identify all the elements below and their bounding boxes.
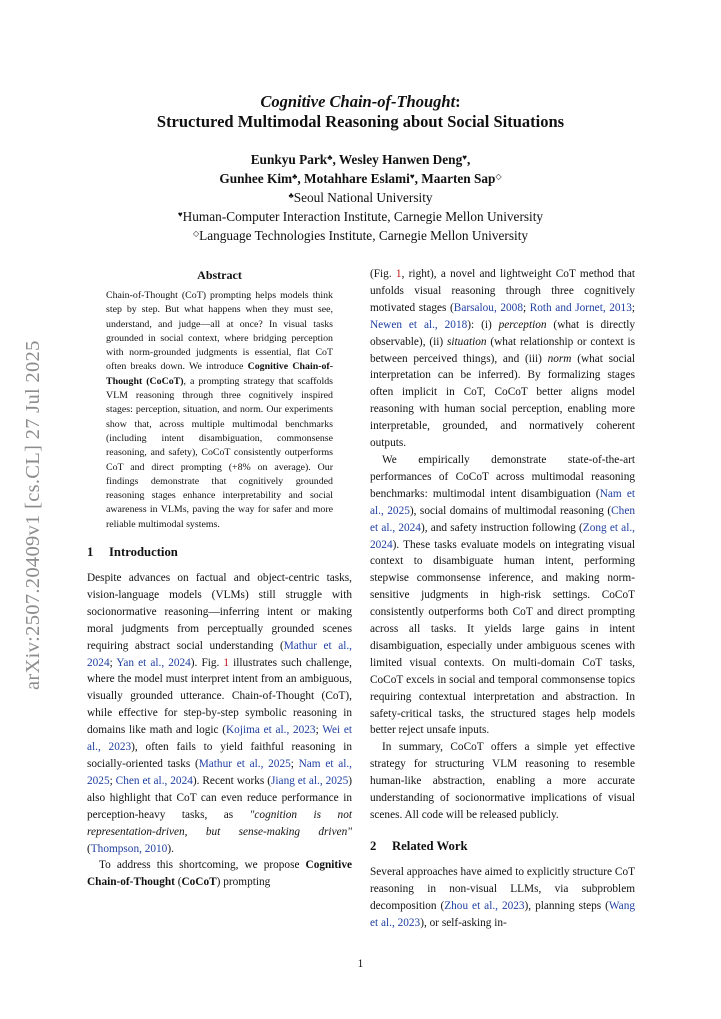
affiliation-mark: ◇ [495,172,502,181]
paper-title-line2: Structured Multimodal Reasoning about Social Situations [156,112,565,131]
section-title: Introduction [109,545,178,560]
right-paragraph-1 [370,266,635,452]
citation-link[interactable]: Thompson, 2010 [90,842,168,855]
author-line-1 [0,149,721,168]
body-text: ), social domains of multimodal reasoning ( [409,504,612,517]
affiliation-mark: ♣ [292,172,298,181]
abstract-body [106,289,333,532]
method-abbrev: CoCoT [181,876,217,889]
section-heading-introduction [87,544,352,560]
intro-paragraph-1 [87,570,352,857]
citation-link[interactable]: Chen et al., 2024 [370,504,635,534]
body-text: illustrates such challenge, where the model must interpret intent from an ambiguous, visually grounded utterance. Chain-of-Thought (CoT), while effective for step-by-step symbolic reasoning in domains like math and logic ( [87,656,352,737]
affiliation-mark: ♣ [327,153,333,162]
intro-paragraph-2 [87,857,352,891]
citation-link[interactable]: Barsalou, 2008 [453,301,523,314]
body-text: ), planning steps ( [524,899,609,912]
citation-link[interactable]: Zong et al., 2024 [370,521,635,551]
abstract-text: , a prompting strategy that scaffolds VLM reasoning through three cognitively inspired stages: perception, situation, and norm. Our experiments show that, across multiple multimodal benchmarks (including intent disambiguation, commonsense reasoning, and safety), CoCoT consistently outperforms CoT and direct prompting (+8% on average). Our findings demonstrate that cognitively grounded reasoning stages enhance interpretability and social awareness in VLMs, paving the way for safer and more reliable multimodal systems. [106,375,333,530]
citation-link[interactable]: Newen et al., 2018 [370,318,468,331]
quotation: "cognition is not representation-driven, but sense-making driven" [87,808,352,838]
body-text: Several approaches have aimed to explicitly structure CoT reasoning in non-visual LLMs, via subproblem decomposition ( [370,865,635,912]
body-text: ): (i) [467,318,499,331]
affiliation-name: Seoul National University [293,190,433,205]
section-number: 2 [370,838,377,853]
left-column [87,266,352,891]
affiliation-mark: ♥ [409,172,415,181]
affiliation-mark: ◇ [192,229,200,238]
body-text: , right), a novel and lightweight CoT method that unfolds visual reasoning through three cognitively motivated stages ( [370,268,635,314]
citation-link[interactable]: Chen et al., 2024 [115,774,193,787]
stage-term: perception [498,318,547,331]
author-name: Wesley Hanwen Deng [338,152,463,167]
affiliation-mark: ♥ [462,153,467,162]
citation-link[interactable]: Kojima et al., 2023 [226,724,316,737]
author-list [0,149,721,244]
author-name: Maarten Sap [421,171,496,186]
citation-link[interactable]: Zhou et al., 2023 [444,899,525,912]
body-text: ). Recent works ( [192,774,272,787]
body-text: ; [109,656,117,669]
abstract-method-name: Cognitive Chain-of-Thought (CoCoT) [106,361,334,387]
body-text: ). These tasks evaluate models on integrating visual context to disambiguate human intent, performing stepwise commonsense inference, and making norm-sensitive judgments in high-risk settings. CoCoT consistently outperforms both CoT and direct prompting across all tasks. It yields large gains in intent disambiguation, especially under ambiguous scenes with limited visual contexts. On multi-domain CoT tasks, CoCoT excels in social and temporal commonsense topics requiring contextual interpretation and abstraction. In safety-critical tasks, the structured stages help models better reject unsafe inputs. [370,538,635,737]
related-work-paragraph-1 [370,864,635,932]
stage-term: norm [547,352,572,365]
method-name: Cognitive Chain-of-Thought [87,859,352,889]
body-text: ; [290,758,299,771]
body-text: ), and safety instruction following ( [420,521,583,534]
section-heading-related-work [370,838,635,854]
title-block [0,92,721,244]
affiliation-name: Language Technologies Institute, Carnegie Mellon University [199,228,529,243]
citation-link[interactable]: Mathur et al., 2025 [198,758,291,771]
body-text: ) also highlight that CoT can even reduce performance in perception-heavy tasks, as [87,774,352,821]
right-paragraph-2 [370,452,635,739]
page-number: 1 [357,958,364,970]
figure-ref-link[interactable]: 1 [223,656,230,669]
body-text: (what social interpretation can be inferred). By formalizing stages often implicit in CoT, CoCoT better aligns model reasoning with human social perception, enabling more interpretable, grounded, and normatively coherent outputs. [370,352,635,450]
affiliation-line [0,225,721,244]
citation-link[interactable]: Roth and Jornet, 2013 [529,301,632,314]
citation-link[interactable]: Jiang et al., 2025 [271,774,349,787]
right-paragraph-3: In summary, CoCoT offers a simple yet effective strategy for structuring VLM reasoning to resemble human-like abstraction, enabling a more accurate understanding of socionormative implications of visual scenes. All code will be released publicly. [370,741,635,821]
arxiv-identifier-stamp: arXiv:2507.20409v1 [cs.CL] 27 Jul 2025 [22,340,44,690]
author-name: Motahhare Eslami [304,171,410,186]
affiliation-mark: ♥ [177,210,183,219]
body-text: We empirically demonstrate state-of-the-art performances of CoCoT across multimodal reasoning benchmarks: multimodal intent disambiguation ( [370,453,635,500]
section-number: 1 [87,545,94,560]
body-text: ; [522,301,530,314]
author-separator: , [466,152,471,167]
paper-title-line1 [0,92,721,112]
body-text: To address this shortcoming, we propose [99,859,306,872]
citation-link[interactable]: Mathur et al., 2024 [87,639,353,669]
affiliation-name: Human-Computer Interaction Institute, Carnegie Mellon University [182,209,544,224]
body-text: ). Fig. [190,656,224,669]
author-name: Eunkyu Park [250,152,328,167]
body-text: (what is directly observable), (ii) [370,318,636,348]
affiliation-mark: ♣ [288,191,294,200]
author-separator: , [332,152,339,167]
stage-term: situation [447,335,487,348]
citation-link[interactable]: Wang et al., 2023 [370,899,635,929]
body-text: ) prompting [216,876,271,889]
body-text: ( [174,876,182,889]
affiliation-line [0,187,721,206]
body-text: (Fig. [370,268,396,280]
section-title: Related Work [392,838,468,853]
citation-link[interactable]: Nam et al., 2025 [370,487,635,517]
body-text: ; [109,774,116,787]
body-text: ( [87,842,91,855]
author-name: Gunhee Kim [219,171,293,186]
body-text: ; [631,301,635,314]
citation-link[interactable]: Yan et al., 2024 [116,656,191,669]
abstract-heading: Abstract [197,268,242,282]
body-text: ), often fails to yield faithful reasoning in socially-oriented tasks ( [87,741,352,771]
citation-link[interactable]: Nam et al., 2025 [87,758,353,787]
figure-ref-link[interactable]: 1 [395,268,402,280]
affiliation-line [0,206,721,225]
author-separator: , [297,171,305,186]
body-text: (what relationship or context is between perceived things), and (iii) [370,335,635,365]
title-italic: Cognitive Chain-of-Thought [260,92,456,111]
author-separator: , [414,171,422,186]
author-line-2 [0,168,721,187]
right-column [370,266,635,932]
body-text: ; [315,724,323,737]
abstract-text: Chain-of-Thought (CoT) prompting helps models think step by step. But what happens when they must see, understand, and judge—all at once? In visual tasks grounded in social context, where bridging perception with norm-grounded judgments is essential, flat CoT often breaks down. We introduce [106,290,333,373]
body-text: ), or self-asking in- [420,916,507,929]
body-text: Despite advances on factual and object-centric tasks, vision-language models (VLMs) still struggle with socionormative reasoning—inferring intent or making moral judgments from perceptually grounded scenes requiring abstract social understanding ( [87,572,352,652]
body-text: ). [167,842,174,855]
title-colon: : [455,92,461,111]
citation-link[interactable]: Wei et al., 2023 [87,724,353,754]
